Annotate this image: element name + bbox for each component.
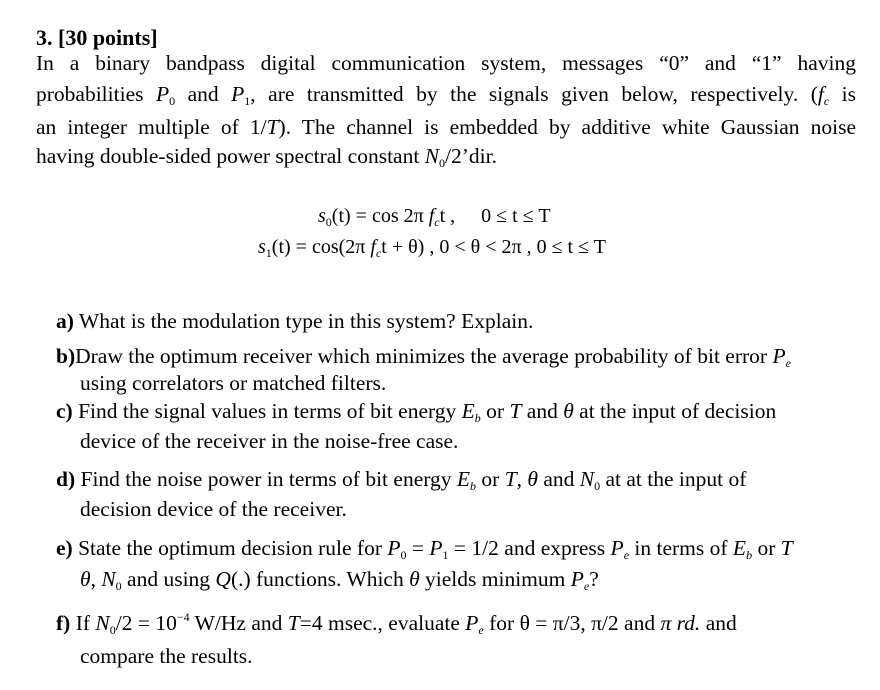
question-e: e) State the optimum decision rule for $P_0 = P_1 = 1/2$ and express $P_e$ in terms of $E_b$ or T xyxy=(56,536,793,562)
question-a-label: a) xyxy=(56,309,74,333)
question-d: d) Find the noise power in terms of bit energy $E_b$ or T, θ and $N_0$ at at the input of xyxy=(56,467,747,493)
question-b-line-2: using correlators or matched filters. xyxy=(80,371,387,395)
question-b-label: b) xyxy=(56,344,76,368)
question-f-line-2: compare the results. xyxy=(80,644,253,668)
intro-line-1: In a binary bandpass digital communication system, messages “0” and “1” having xyxy=(36,51,856,75)
intro-line-3: an integer multiple of 1/T). The channel is embedded by additive white Gaussian noise xyxy=(36,115,856,139)
question-f: f) If $N_0/2 = 10^{-4}$ W/Hz and T=4 msec., evaluate $P_e$ for θ = π/3, π/2 and π rd. and xyxy=(56,610,737,637)
question-e-line-2: θ, $N_0$ and using Q(.) functions. Which θ yields minimum $P_e$? xyxy=(80,567,599,593)
question-f-label: f) xyxy=(56,611,71,635)
question-c: c) Find the signal values in terms of bit energy $E_b$ or T and θ at the input of decision xyxy=(56,399,777,425)
question-c-line-2: device of the receiver in the noise-free case. xyxy=(80,429,459,453)
problem-number: 3. xyxy=(36,25,53,50)
question-a: a) What is the modulation type in this system? Explain. xyxy=(56,309,534,333)
problem-points: [30 points] xyxy=(58,25,158,50)
intro-line-4: having double-sided power spectral constant $N_0/2’dir$. xyxy=(36,144,497,170)
equation-s0: $s_0(t) = \cos 2\pi$ $f_ct$ , 0 ≤ t ≤ T xyxy=(318,205,551,229)
problem-heading xyxy=(36,24,158,51)
question-b: b)Draw the optimum receiver which minimizes the average probability of bit error $P_e$ xyxy=(56,344,791,370)
equation-s1: $s_1(t) = \cos(2\pi$ $f_ct + \theta$) , 0 < θ < 2π , 0 ≤ t ≤ T xyxy=(258,236,606,260)
question-d-line-2: decision device of the receiver. xyxy=(80,497,347,521)
intro-line-2: probabilities $P_0$ and $P_1$, are transmitted by the signals given below, respectively. ($f_c$ is xyxy=(36,82,857,108)
question-c-label: c) xyxy=(56,399,73,423)
question-d-label: d) xyxy=(56,467,76,491)
question-e-label: e) xyxy=(56,536,73,560)
